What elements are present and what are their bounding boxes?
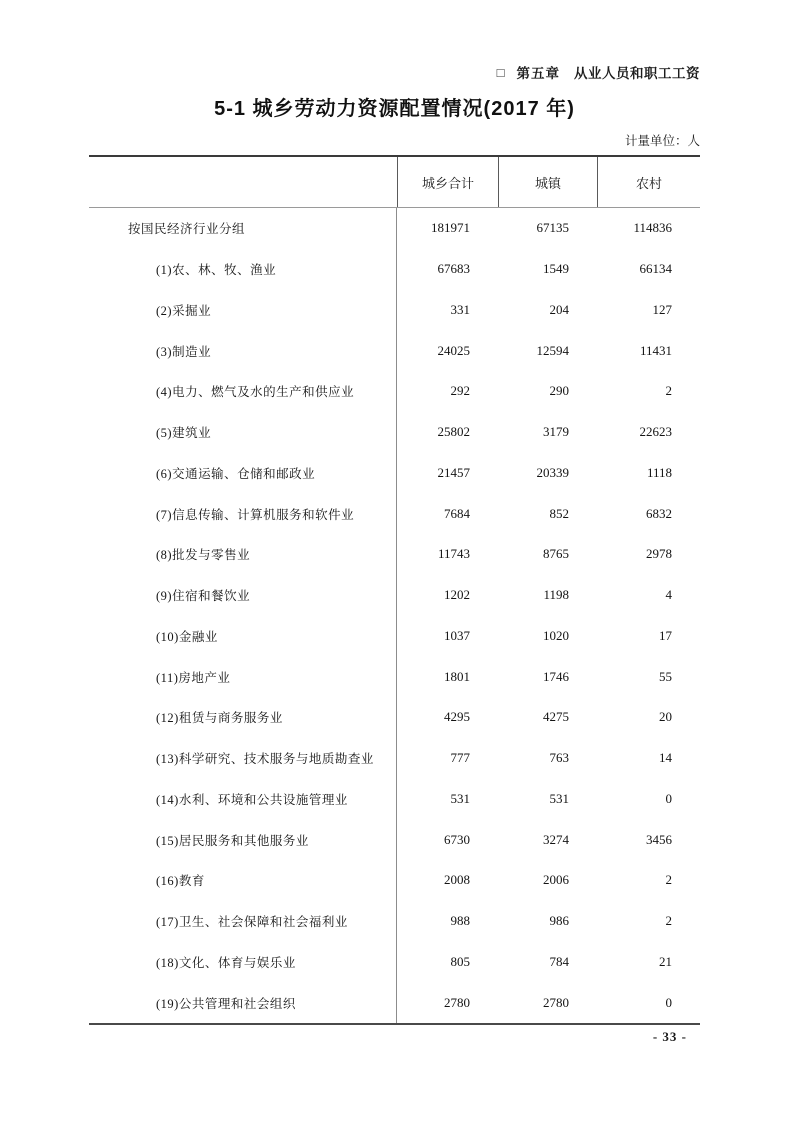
row-value-total: 988 [450, 913, 470, 929]
row-value-urban: 2780 [543, 994, 569, 1010]
header-cell-total: 城乡合计 [397, 157, 498, 207]
box-outline-icon: □ [496, 64, 505, 80]
stats-table [89, 155, 700, 1025]
row-value-urban: 531 [549, 790, 569, 806]
row-label: (12)租赁与商务服务业 [89, 697, 397, 738]
header-cell-stub [89, 157, 397, 207]
row-label: 按国民经济行业分组 [89, 208, 397, 249]
table-row [89, 412, 700, 453]
row-value-rural: 11431 [639, 342, 672, 358]
table-row [89, 575, 700, 616]
header-cell-urban: 城镇 [498, 157, 597, 207]
unit-note: 计量单位：人 [624, 134, 700, 148]
row-value-rural: 1118 [646, 464, 672, 480]
row-value-urban: 4275 [543, 709, 569, 725]
row-value-rural: 114836 [633, 220, 672, 236]
page-number: - 33 - [652, 1029, 687, 1044]
row-value-rural: 2 [665, 872, 672, 888]
row-label: (4)电力、燃气及水的生产和供应业 [89, 371, 397, 412]
row-value-rural: 4 [665, 587, 672, 603]
row-value-total: 67683 [437, 261, 470, 277]
row-value-rural: 0 [665, 790, 672, 806]
row-value-rural: 22623 [639, 424, 672, 440]
row-label: (8)批发与零售业 [89, 534, 397, 575]
row-value-rural: 21 [659, 953, 672, 969]
row-value-rural: 20 [659, 709, 672, 725]
row-value-total: 4295 [444, 709, 470, 725]
row-label: (11)房地产业 [89, 656, 397, 697]
row-value-rural: 6832 [646, 505, 672, 521]
page-title: 5-1 城乡劳动力资源配置情况(2017 年) [214, 98, 575, 120]
row-value-total: 7684 [444, 505, 470, 521]
row-value-total: 2008 [444, 872, 470, 888]
row-label: (16)教育 [89, 860, 397, 901]
table-row [89, 371, 700, 412]
row-label: (3)制造业 [89, 330, 397, 371]
row-label: (6)交通运输、仓储和邮政业 [89, 453, 397, 494]
row-value-rural: 2 [665, 913, 672, 929]
row-value-total: 531 [450, 790, 470, 806]
table-row [89, 901, 700, 942]
row-label: (5)建筑业 [89, 412, 397, 453]
row-value-total: 24025 [437, 342, 470, 358]
row-label: (1)农、林、牧、渔业 [89, 249, 397, 290]
table-row [89, 982, 700, 1023]
row-label: (10)金融业 [89, 616, 397, 657]
row-label: (7)信息传输、计算机服务和软件业 [89, 493, 397, 534]
table-row [89, 493, 700, 534]
row-value-urban: 763 [549, 750, 569, 766]
row-label: (17)卫生、社会保障和社会福利业 [89, 901, 397, 942]
row-value-total: 292 [450, 383, 470, 399]
row-label: (9)住宿和餐饮业 [89, 575, 397, 616]
row-value-total: 2780 [444, 994, 470, 1010]
row-value-total: 25802 [437, 424, 470, 440]
row-value-urban: 290 [549, 383, 569, 399]
row-value-urban: 3274 [543, 831, 569, 847]
row-label: (2)采掘业 [89, 290, 397, 331]
table-row [89, 860, 700, 901]
row-value-total: 21457 [437, 464, 470, 480]
row-value-total: 331 [450, 301, 470, 317]
row-label: (13)科学研究、技术服务与地质勘查业 [89, 738, 397, 779]
row-value-total: 6730 [444, 831, 470, 847]
row-value-rural: 0 [665, 994, 672, 1010]
table-row [89, 290, 700, 331]
row-value-rural: 3456 [646, 831, 672, 847]
row-value-rural: 55 [659, 668, 672, 684]
row-value-urban: 12594 [536, 342, 569, 358]
table-row [89, 453, 700, 494]
table-row [89, 942, 700, 983]
row-value-urban: 8765 [543, 546, 569, 562]
chapter-number: 第五章 [516, 66, 560, 81]
table-row [89, 779, 700, 820]
row-value-urban: 784 [549, 953, 569, 969]
row-label: (18)文化、体育与娱乐业 [89, 942, 397, 983]
row-value-total: 1801 [444, 668, 470, 684]
table-row [89, 697, 700, 738]
row-value-urban: 2006 [543, 872, 569, 888]
table-row [89, 738, 700, 779]
table-row [89, 208, 700, 249]
table-header-row [89, 157, 700, 208]
row-value-urban: 1020 [543, 627, 569, 643]
row-value-urban: 986 [549, 913, 569, 929]
row-value-total: 1037 [444, 627, 470, 643]
chapter-title: 从业人员和职工工资 [574, 66, 700, 81]
row-value-rural: 2978 [646, 546, 672, 562]
row-value-rural: 127 [652, 301, 672, 317]
row-label: (15)居民服务和其他服务业 [89, 819, 397, 860]
chapter-header [497, 62, 700, 82]
row-value-urban: 1198 [543, 587, 569, 603]
table-row [89, 249, 700, 290]
row-value-total: 11743 [437, 546, 470, 562]
row-value-urban: 204 [549, 301, 569, 317]
row-value-rural: 14 [659, 750, 672, 766]
row-value-rural: 17 [659, 627, 672, 643]
row-value-total: 777 [450, 750, 470, 766]
row-value-total: 805 [450, 953, 470, 969]
row-value-urban: 20339 [536, 464, 569, 480]
table-row [89, 534, 700, 575]
row-label: (14)水利、环境和公共设施管理业 [89, 779, 397, 820]
row-value-total: 181971 [431, 220, 470, 236]
row-label: (19)公共管理和社会组织 [89, 982, 397, 1023]
table-body [89, 208, 700, 1023]
row-value-urban: 1746 [543, 668, 569, 684]
row-value-urban: 852 [549, 505, 569, 521]
row-value-urban: 67135 [536, 220, 569, 236]
row-value-rural: 66134 [639, 261, 672, 277]
row-value-urban: 1549 [543, 261, 569, 277]
table-row [89, 819, 700, 860]
table-row [89, 656, 700, 697]
table-row [89, 330, 700, 371]
table-row [89, 616, 700, 657]
row-value-total: 1202 [444, 587, 470, 603]
header-cell-rural: 农村 [597, 157, 700, 207]
row-value-rural: 2 [665, 383, 672, 399]
row-value-urban: 3179 [543, 424, 569, 440]
